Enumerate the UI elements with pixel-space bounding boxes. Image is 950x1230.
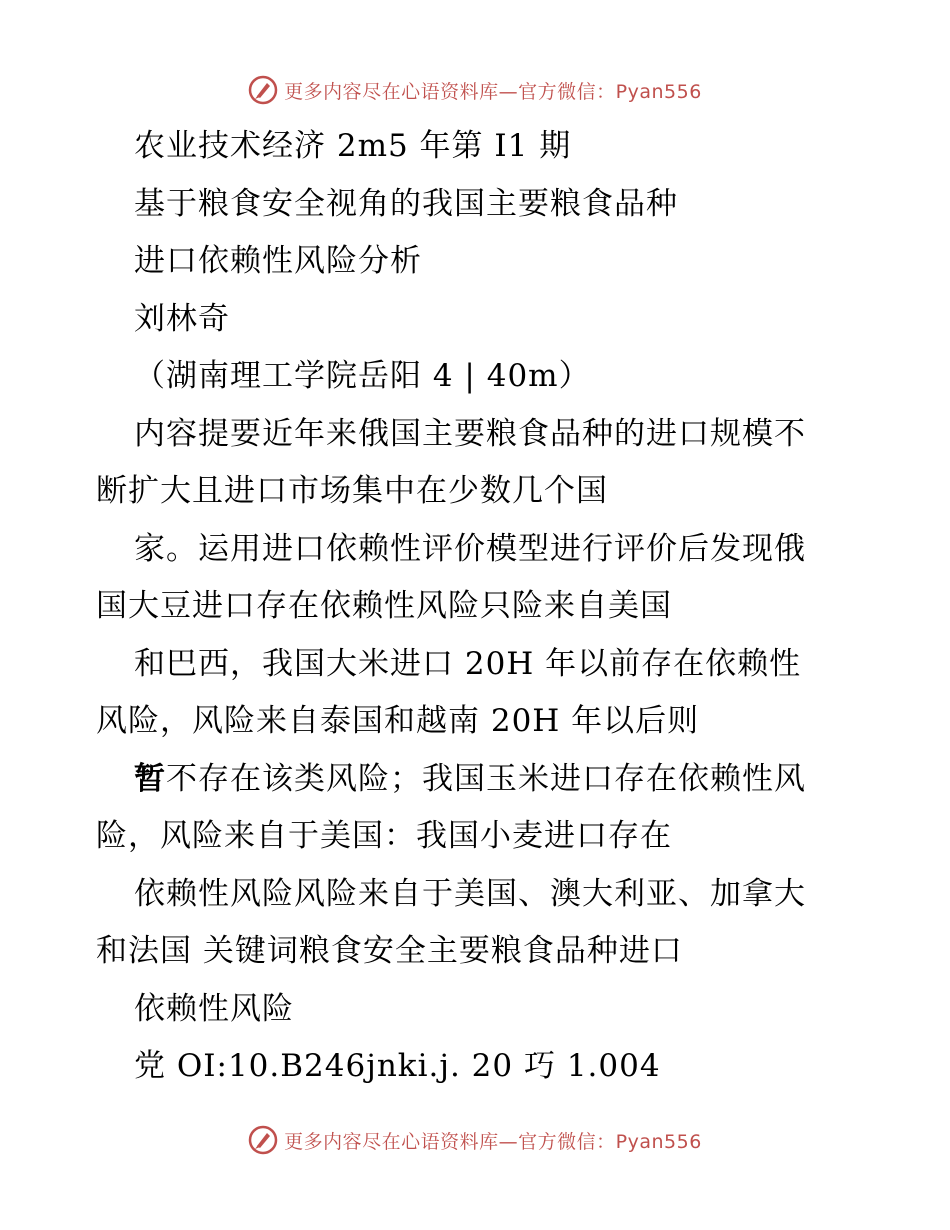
document-body	[96, 118, 856, 1096]
abstract-line: 内容提要近年来俄国主要粮食品种的进口规模不	[134, 415, 806, 452]
keywords-line: 和法国 关键词粮食安全主要粮食品种进口	[96, 933, 683, 969]
footer-watermark	[0, 1120, 950, 1160]
abstract-line: 国大豆进口存在依赖性风险只险来自美国	[96, 588, 672, 624]
affiliation: （湖南理工学院岳阳 4 | 40m）	[134, 358, 591, 394]
abstract-line: 风险，风险来自泰国和越南 20H 年以后则	[96, 703, 700, 739]
abstract-line-rest: 不存在该类风险；我国玉米进口存在依赖性风	[166, 760, 806, 797]
brand-logo-icon	[248, 1125, 278, 1155]
abstract-line: 断扩大且进口市场集中在少数几个国	[96, 473, 608, 509]
brand-logo-icon	[248, 75, 278, 105]
lead-character: 暂	[134, 760, 166, 797]
abstract-line: 险，风险来自于美国：我国小麦进口存在	[96, 818, 672, 854]
journal-line: 农业技术经济 2m5 年第 I1 期	[134, 128, 572, 164]
title-line-2: 进口依赖性风险分析	[134, 243, 422, 279]
watermark-text: 更多内容尽在心语资料库—官方微信：Pyan556	[284, 80, 702, 103]
title-line-1: 基于粮食安全视角的我国主要粮食品种	[134, 185, 678, 222]
abstract-line-with-lead	[96, 751, 856, 809]
author: 刘林奇	[134, 300, 230, 337]
watermark-text: 更多内容尽在心语资料库—官方微信：Pyan556	[284, 1130, 702, 1153]
keywords-line: 依赖性风险	[134, 990, 294, 1027]
doi-line: 党 OI:10.B246jnki.j. 20 巧 1.004	[134, 1048, 661, 1084]
abstract-line: 依赖性风险风险来自于美国、澳大利亚、加拿大	[134, 875, 806, 912]
abstract-line: 家。运用进口依赖性评价模型进行评价后发现俄	[134, 530, 806, 567]
header-watermark	[0, 70, 950, 110]
abstract-line: 和巴西，我国大米进口 20H 年以前存在依赖性	[134, 645, 802, 682]
